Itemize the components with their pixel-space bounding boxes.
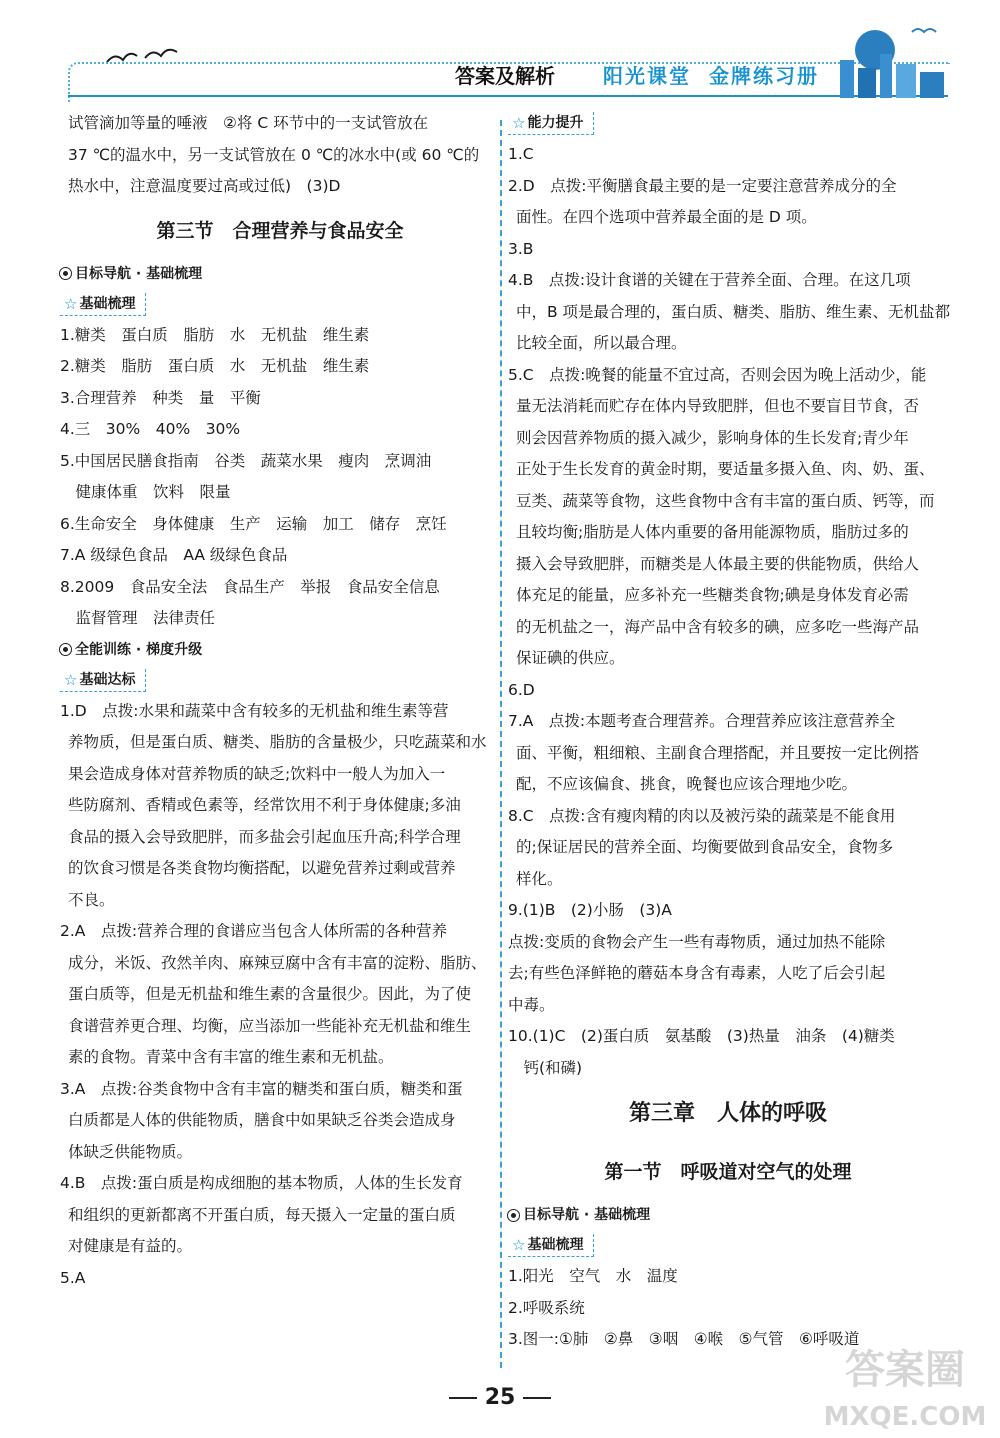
answer-line: 1.糖类 蛋白质 脂肪 水 无机盐 维生素 (60, 325, 370, 344)
answer-line: 2.A 点拨:营养合理的食谱应当包含人体所需的各种营养 (60, 922, 448, 940)
footer-dash (523, 1397, 551, 1399)
answer-line: 8.C 点拨:含有瘦肉精的肉以及被污染的蔬菜是不能食用 (508, 806, 896, 825)
answer-line: 5.A (60, 1268, 86, 1287)
answer-line: 摄入会导致肥胖，而糖类是人体最主要的供能物质，供给人 (516, 554, 920, 573)
section-bar (60, 635, 500, 665)
chapter-title: 第三章 人体的呼吸 (628, 1101, 827, 1126)
target-icon (60, 644, 71, 655)
star-icon: ☆ (64, 670, 78, 689)
answer-line: 监督管理 法律责任 (60, 609, 216, 627)
answer-line: 7.A 点拨:本题考查合理营养。合理营养应该注意营养全 (508, 712, 896, 730)
answer-line: 豆类、蔬菜等食物，这些食物中含有丰富的蛋白质、钙等，而 (516, 491, 935, 510)
answer-line: 比较全面，所以最合理。 (516, 334, 687, 352)
text-line: 37 ℃的温水中，另一支试管放在 0 ℃的冰水中(或 60 ℃的 (68, 145, 480, 164)
answer-line: 配，不应该偏食、挑食，晚餐也应该合理地少吃。 (516, 775, 858, 793)
answer-line: 白质都是人体的供能物质，膳食中如果缺乏谷类会造成身 (68, 1111, 456, 1129)
watermark-text: 答案圈 (845, 1347, 965, 1393)
section-bar (60, 259, 500, 289)
answer-line: 些防腐剂、香精或色素等，经常饮用不利于身体健康;多油 (68, 796, 461, 814)
text-line: 热水中，注意温度要过高或过低) (3)D (68, 177, 341, 195)
answer-line: 去;有些色泽鲜艳的蘑菇本身含有毒素，人吃了后会引起 (508, 964, 886, 982)
header-label: 答案及解析 (455, 64, 555, 88)
brand-part-2: 金牌练习册 (709, 64, 819, 88)
answer-line: 2.呼吸系统 (508, 1298, 585, 1317)
answer-line: 且较均衡;脂肪是人体内重要的备用能源物质，脂肪过多的 (516, 523, 909, 541)
answer-line: 钙(和磷) (508, 1058, 583, 1077)
header-brand (603, 60, 819, 89)
target-icon (508, 1210, 519, 1221)
section-bar-label: 目标导航 · 基础梳理 (523, 1207, 651, 1223)
text-line: 试管滴加等量的唾液 ②将 C 环节中的一支试管放在 (68, 114, 429, 132)
answer-line: 3.A 点拨:谷类食物中含有丰富的糖类和蛋白质，糖类和蛋 (60, 1079, 463, 1098)
brand-part-1: 阳光课堂 (603, 64, 691, 88)
answer-line: 3.合理营养 种类 量 平衡 (60, 388, 261, 407)
answer-line: 3.图一:①肺 ②鼻 ③咽 ④喉 ⑤气管 ⑥呼吸道 (508, 1330, 860, 1348)
answer-line: 的无机盐之一，海产品中含有较多的碘，应多吃一些海产品 (516, 617, 920, 636)
right-column (508, 108, 951, 1356)
footer-dash (449, 1397, 477, 1399)
answer-line: 8.2009 食品安全法 食品生产 举报 食品安全信息 (60, 577, 440, 596)
column-divider (500, 120, 502, 1368)
watermark-logo (810, 1335, 1000, 1438)
answer-line: 4.B 点拨:设计食谱的关键在于营养全面、合理。在这几项 (508, 271, 911, 289)
answer-line: 1.阳光 空气 水 温度 (508, 1267, 678, 1285)
answer-line: 则会因营养物质的摄入减少，影响身体的生长发育;青少年 (516, 428, 909, 447)
answer-line: 9.(1)B (2)小肠 (3)A (508, 901, 672, 919)
section-tag (508, 112, 594, 135)
target-icon (60, 268, 71, 279)
answer-line: 中，B 项是最合理的，蛋白质、糖类、脂肪、维生素、无机盐都 (516, 302, 951, 321)
answer-line: 2.D 点拨:平衡膳食最主要的是一定要注意营养成分的全 (508, 176, 897, 195)
answer-line: 量无法消耗而贮存在体内导致肥胖，但也不要盲目节食，否 (516, 397, 920, 415)
section-title: 第三节 合理营养与食品安全 (156, 219, 404, 242)
answer-line: 4.B 点拨:蛋白质是构成细胞的基本物质，人体的生长发育 (60, 1174, 463, 1192)
page-number: 25 (484, 1385, 516, 1410)
section-tag-label: 基础达标 (79, 671, 136, 688)
answer-line: 2.糖类 脂肪 蛋白质 水 无机盐 维生素 (60, 357, 370, 375)
answer-line: 中毒。 (508, 995, 555, 1014)
answer-line: 样化。 (516, 869, 563, 888)
answer-line: 果会造成身体对营养物质的缺乏;饮料中一般人为加入一 (68, 764, 446, 783)
answer-line: 6.生命安全 身体健康 生产 运输 加工 储存 烹饪 (60, 514, 447, 533)
answer-line: 面性。在四个选项中营养最全面的是 D 项。 (516, 208, 817, 226)
answer-line: 1.C (508, 145, 534, 163)
answer-line: 3.B (508, 239, 534, 258)
answer-line: 4.三 30% 40% 30% (60, 420, 241, 438)
watermark-url: MXQE.COM (823, 1402, 987, 1432)
section-tag-label: 基础梳理 (79, 295, 136, 312)
section-bar (508, 1200, 948, 1230)
star-icon: ☆ (512, 114, 526, 132)
answer-line: 面、平衡，粗细粮、主副食合理搭配，并且要按一定比例搭 (516, 743, 920, 762)
answer-line: 食谱营养更合理、均衡，应当添加一些能补充无机盐和维生 (68, 1016, 472, 1035)
answer-line: 体充足的能量，应多补充一些糖类食物;碘是身体发育必需 (516, 586, 909, 604)
section-bar-label: 目标导航 · 基础梳理 (75, 265, 203, 282)
answer-line: 10.(1)C (2)蛋白质 氨基酸 (3)热量 油条 (4)糖类 (508, 1027, 895, 1045)
city-skyline-icon (820, 20, 950, 100)
answer-line: 食品的摄入会导致肥胖，而多盐会引起血压升高;科学合理 (68, 827, 461, 846)
answer-line: 6.D (508, 680, 535, 699)
star-icon: ☆ (64, 294, 78, 313)
answer-line: 保证碘的供应。 (516, 649, 625, 667)
answer-line: 5.C 点拨:晚餐的能量不宜过高，否则会因为晚上活动少，能 (508, 365, 927, 384)
answer-line: 5.中国居民膳食指南 谷类 蔬菜水果 瘦肉 烹调油 (60, 451, 432, 470)
header-rule (68, 95, 948, 97)
answer-line: 的饮食习惯是各类食物均衡搭配，以避免营养过剩或营养 (68, 859, 456, 877)
section-title: 第一节 呼吸道对空气的处理 (604, 1161, 852, 1183)
answer-line: 不良。 (68, 890, 115, 909)
answer-line: 正处于生长发育的黄金时期，要适量多摄入鱼、肉、奶、蛋、 (516, 460, 935, 478)
section-tag (60, 293, 146, 316)
answer-line: 素的食物。青菜中含有丰富的维生素和无机盐。 (68, 1048, 394, 1066)
answer-line: 养物质，但是蛋白质、糖类、脂肪的含量极少，只吃蔬菜和水 (68, 733, 487, 751)
answer-line: 和组织的更新都离不开蛋白质，每天摄入一定量的蛋白质 (68, 1205, 456, 1224)
star-icon: ☆ (512, 1236, 526, 1254)
answer-line: 健康体重 饮料 限量 (60, 483, 231, 501)
answer-line: 的;保证居民的营养全面、均衡要做到食品安全，食物多 (516, 838, 894, 856)
answer-line: 7.A 级绿色食品 AA 级绿色食品 (60, 546, 288, 564)
left-column (60, 108, 500, 1294)
page-header (0, 0, 1000, 110)
answer-line: 点拨:变质的食物会产生一些有毒物质，通过加热不能除 (508, 932, 886, 951)
answer-line: 对健康是有益的。 (68, 1237, 193, 1255)
section-tag (508, 1234, 594, 1257)
answer-line: 1.D 点拨:水果和蔬菜中含有较多的无机盐和维生素等营 (60, 701, 449, 720)
section-tag (60, 669, 146, 692)
section-tag-label: 基础梳理 (527, 1237, 584, 1253)
answer-line: 成分，米饭、孜然羊肉、麻辣豆腐中含有丰富的淀粉、脂肪、 (68, 953, 487, 972)
section-tag-label: 能力提升 (527, 115, 584, 131)
answer-line: 体缺乏供能物质。 (68, 1142, 193, 1161)
answer-line: 蛋白质等，但是无机盐和维生素的含量很少。因此，为了使 (68, 985, 472, 1003)
section-bar-label: 全能训练 · 梯度升级 (75, 641, 203, 658)
